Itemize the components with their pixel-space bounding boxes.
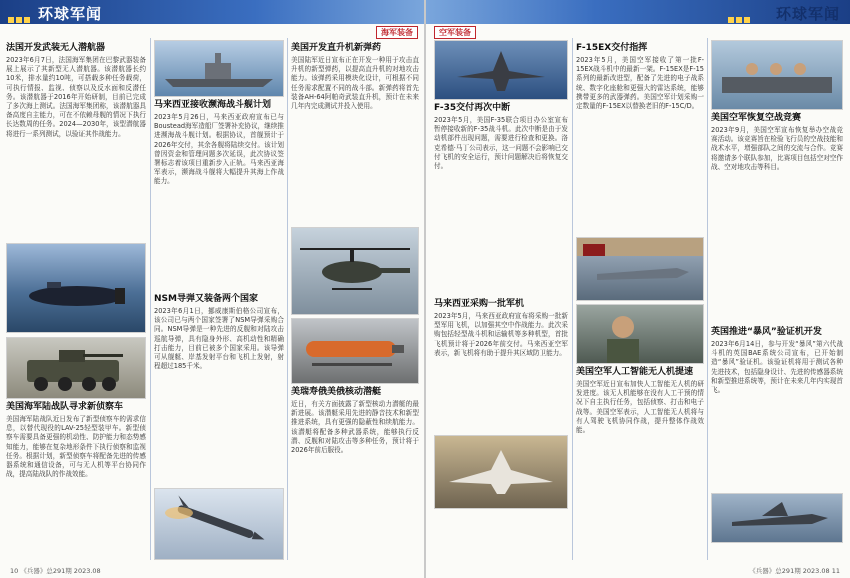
torpedo-photo	[291, 318, 419, 384]
column-divider	[150, 38, 151, 560]
article-title: 美瑞寿俄美俄核动潜艇	[291, 387, 382, 397]
aircraft-icon	[435, 436, 567, 508]
aircrew-photo	[711, 40, 843, 110]
right-page	[426, 0, 850, 578]
article-body: 2023年9月，美国空军宣布恢复举办空战竞赛活动。该竞赛旨在检验飞行员的空战技能和战术水平，增强部队之间的交流与合作。竞赛将邀请多个联队参加，比赛项目包括空对空作战、空对地攻击等科目。	[711, 126, 843, 171]
article-body: 近日，有关方面披露了新型核动力潜艇的最新进展。该潜艇采用先进的静音技术和新型推进系统，具有更强的隐蔽性和续航能力。该潜艇将配备多种武器系统，能够执行反潜、反舰和对陆攻击等多种任务，预计将于2026年前后服役。	[291, 400, 419, 455]
article-body: 美国陆军近日宣布正在开发一种用于攻击直升机的新型弹药，以提高直升机的对地攻击能力。该弹药采用模块化设计，可根据不同任务需求配置不同的战斗部。新弹药将首先装备AH-64阿帕奇武装直升机，预计在未来几年内完成测试并投入使用。	[291, 56, 419, 111]
missile-photo	[154, 488, 284, 560]
pilot-icon	[577, 305, 703, 363]
article-title: 美国开发直升机新弹药	[291, 43, 382, 53]
armored-vehicle-photo	[6, 337, 146, 399]
article-title: 英国推进“暴风”验证机开发	[711, 327, 822, 337]
article-title: 马来西亚接收濒海战斗舰计划	[154, 100, 272, 110]
left-page-footer: 10 《兵器》总291期 2023.08	[10, 567, 101, 575]
article-body: 2023年6月14日，参与开发“暴风”第六代战斗机的英国BAE系统公司宣布，已开始制造“暴风”验证机。该验证机将用于测试各种先进技术，包括隐身设计、先进的传感器系统和新型推进系统等，预计在未来几年内实现首飞。	[711, 340, 843, 395]
right-page-header-title: 环球军闻	[775, 5, 840, 23]
left-section-badge: 海军装备	[376, 26, 418, 39]
right-column-2	[576, 40, 704, 560]
header-decoration-icon	[728, 8, 754, 16]
left-column-2	[154, 40, 284, 560]
fighter-jet-icon	[435, 41, 567, 99]
right-page-footer: 《兵器》总291期 2023.08 11	[749, 567, 840, 575]
sixth-gen-aircraft-photo	[434, 435, 568, 509]
underwater-drone-icon	[7, 244, 145, 332]
left-page-header-title: 环球军闻	[38, 5, 103, 23]
article-body: 2023年5月26日，马来西亚政府宣布已与Boustead海军造船厂签署补充协议，继续推进濒海战斗舰计划。根据协议，首舰预计于2026年交付，其余各舰将陆续交付。该计划曾因资金和管理问题多次延误，此次协议签署标志着该项目重新步入正轨。马来西亚海军表示，濒海战斗舰将大幅提升其海上作战能力。	[154, 113, 284, 186]
hangar-aircraft-photo	[576, 237, 704, 301]
article-body: 美国海军陆战队近日发布了新型侦察车的需求信息，以替代现役的LAV-25轻型装甲车。新型侦察车需要具备更强的机动性、防护能力和态势感知能力，能够在复杂地形条件下执行侦察和监视任务。根据计划，新型侦察车将配备先进的传感器系统和通信设备，可与无人机等平台协同作战，提高陆战队的作战效能。	[6, 415, 146, 479]
article-title: 法国开发武装无人潜航器	[6, 43, 106, 53]
warship-photo	[154, 40, 284, 97]
right-column-1	[434, 40, 568, 560]
article-body: 2023年5月，马来西亚政府宣布将采购一批新型军用飞机，以加强其空中作战能力。此次采购包括轻型战斗机和运输机等多种机型，首批飞机预计将于2026年前交付。马来西亚空军表示，新飞机将有助于提升其区域防卫能力。	[434, 312, 568, 357]
article-title: 美国海军陆战队寻求新侦察车	[6, 402, 124, 412]
article-title: 马来西亚采购一批军机	[434, 299, 525, 309]
article-body: 美国空军近日宣布加快人工智能无人机的研发进度。该无人机能够在没有人工干预的情况下自主执行任务，包括侦察、打击和电子战等。美国空军表示，人工智能无人机将与有人驾驶飞机协同作战，提升整体作战效能。	[576, 380, 704, 435]
left-page	[0, 0, 424, 578]
left-column-3	[291, 40, 419, 560]
pilot-photo	[576, 304, 704, 364]
article-title: F-35交付再次中断	[434, 103, 511, 113]
warship-icon	[155, 41, 283, 96]
tempest-fighter-photo	[711, 493, 843, 543]
column-divider	[572, 38, 573, 560]
article-body: 2023年6月7日，法国海军集团在巴黎武器装备展上展示了其新型无人潜航器。该潜航器长约10米，排水量约10吨，可搭载多种任务载荷，可执行情报、监视、侦察以及反水面和反潜任务。该潜航器于2016年开始研制，目前已完成了多次海上测试。法国海军集团称，该潜航器具备高度自主能力，可在不依赖母舰的情况下执行长达数周的任务。2024—2030年，该型潜航器将进行一系列测试，以验证其作战能力。	[6, 56, 146, 138]
torpedo-icon	[292, 319, 418, 383]
stealth-fighter-photo	[434, 40, 568, 100]
underwater-drone-photo	[6, 243, 146, 333]
right-column-3	[711, 40, 843, 560]
missile-icon	[155, 489, 283, 559]
aircraft-icon	[577, 238, 703, 300]
fighter-jet-icon	[712, 494, 842, 542]
article-body: 2023年5月，美国F-35联合项目办公室宣布暂停接收新的F-35战斗机。此次中断是由于发动机部件出现问题，需要进行检查和更换。洛克希德·马丁公司表示，这一问题不会影响已交付飞机的安全运行，预计问题解决后将恢复交付。	[434, 116, 568, 171]
right-section-badge: 空军装备	[434, 26, 476, 39]
article-title: 美国空军人工智能无人机提速	[576, 367, 694, 377]
article-body: 2023年6月1日，挪威康斯伯格公司宣布，该公司已与两个国家签署了NSM导弹采购合同。NSM导弹是一种先进的反舰和对陆攻击巡航导弹，具有隐身外形、高机动性和精确打击能力，目前已被多个国家采用。该导弹可从舰艇、岸基发射平台和飞机上发射，射程超过185千米。	[154, 307, 284, 371]
column-divider	[287, 38, 288, 560]
helicopter-icon	[292, 228, 418, 314]
article-title: NSM导弹又装备两个国家	[154, 294, 258, 304]
column-divider	[707, 38, 708, 560]
helicopter-photo	[291, 227, 419, 315]
left-column-1	[6, 40, 146, 560]
article-title: 美国空军恢复空战竞赛	[711, 113, 802, 123]
article-body: 2023年5月，美国空军接收了第一批F-15EX战斗机中的最新一架。F-15EX是F-15系列的最新改进型，配备了先进的电子战系统、数字化座舱和更强大的雷达系统，能够携带更多的武器弹药。美国空军计划采购一定数量的F-15EX以替换老旧的F-15C/D。	[576, 56, 704, 111]
right-page-header	[426, 0, 850, 24]
armored-vehicle-icon	[7, 338, 145, 398]
header-decoration-icon	[8, 8, 34, 16]
aircrew-icon	[712, 41, 842, 109]
article-title: F-15EX交付指挥	[576, 43, 648, 53]
left-page-header	[0, 0, 424, 24]
